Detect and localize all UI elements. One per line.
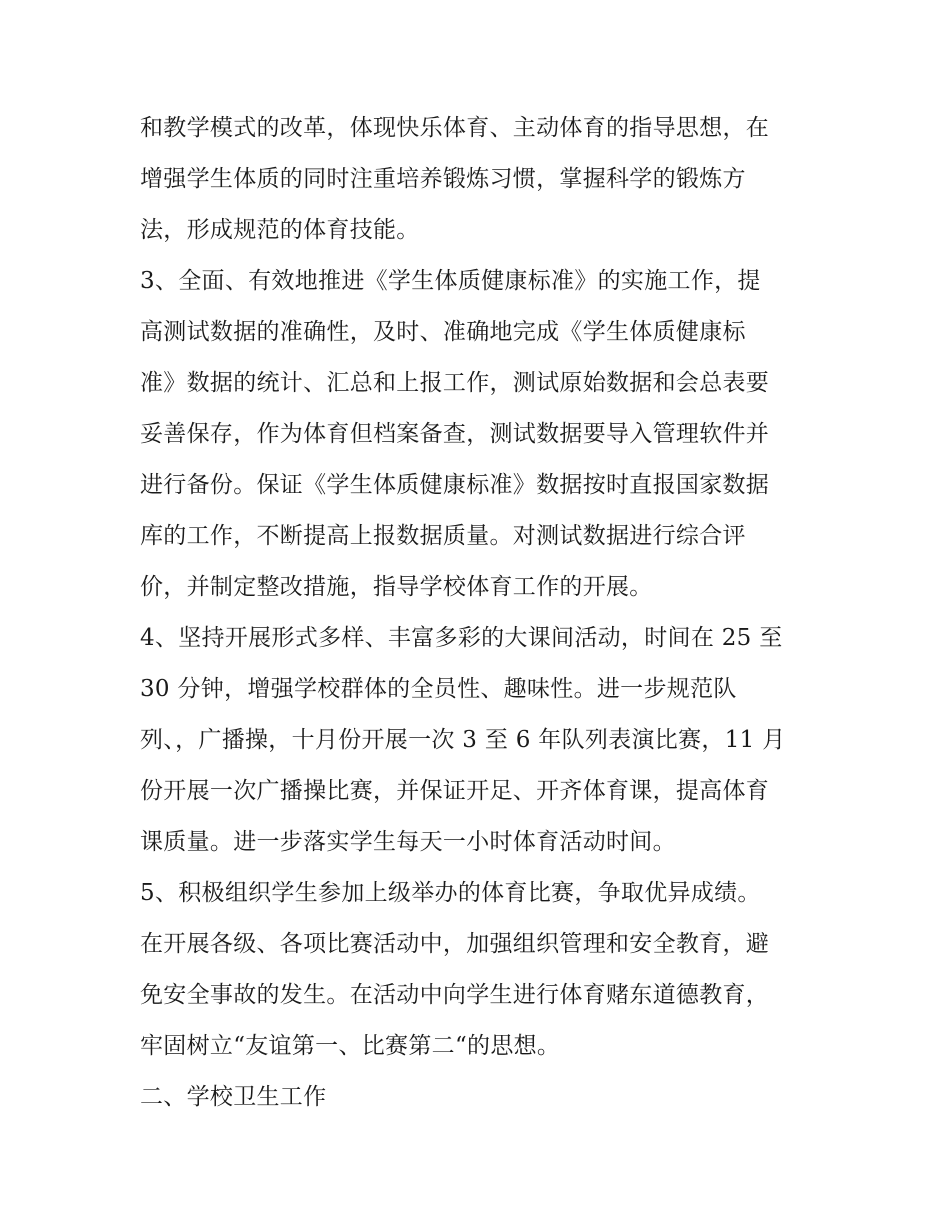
text-line: 5、积极组织学生参加上级举办的体育比赛，争取优异成绩。: [140, 880, 761, 906]
text-line: 在开展各级、各项比赛活动中，加强组织管理和安全教育，避: [140, 931, 770, 957]
document-body: [140, 103, 820, 1123]
text-line: 4、坚持开展形式多样、丰富多彩的大课间活动，时间在 25 至: [140, 625, 783, 651]
text-line: 价，并制定整改措施，指导学校体育工作的开展。: [140, 574, 653, 600]
text-line: 进行备份。保证《学生体质健康标准》数据按时直报国家数据: [140, 472, 770, 498]
text-line: 3、全面、有效地推进《学生体质健康标准》的实施工作，提: [140, 268, 761, 294]
text-line: 增强学生体质的同时注重培养锻炼习惯，掌握科学的锻炼方: [140, 166, 746, 192]
text-line: 列、，广播操，十月份开展一次 3 至 6 年队列表演比赛，11 月: [140, 727, 786, 753]
text-line: 免安全事故的发生。在活动中向学生进行体育赌东道德教育，: [140, 982, 770, 1008]
text-line: 份开展一次广播操比赛，并保证开足、开齐体育课，提高体育: [140, 778, 770, 804]
text-line: 课质量。进一步落实学生每天一小时体育活动时间。: [140, 829, 676, 855]
text-line: 库的工作，不断提高上报数据质量。对测试数据进行综合评: [140, 523, 746, 549]
text-line: 准》数据的统计、汇总和上报工作，测试原始数据和会总表要: [140, 370, 770, 396]
text-line: 和教学模式的改革，体现快乐体育、主动体育的指导思想，在: [140, 115, 770, 141]
text-line: 高测试数据的准确性，及时、准确地完成《学生体质健康标: [140, 319, 746, 345]
text-line: 法，形成规范的体育技能。: [140, 217, 420, 243]
text-line: 30 分钟，增强学校群体的全员性、趣味性。进一步规范队: [140, 676, 737, 702]
text-line: 牢固树立“友谊第一、比赛第二“的思想。: [140, 1033, 561, 1059]
text-line: 妥善保存，作为体育但档案备查，测试数据要导入管理软件并: [140, 421, 770, 447]
section-heading: 二、学校卫生工作: [140, 1084, 327, 1110]
